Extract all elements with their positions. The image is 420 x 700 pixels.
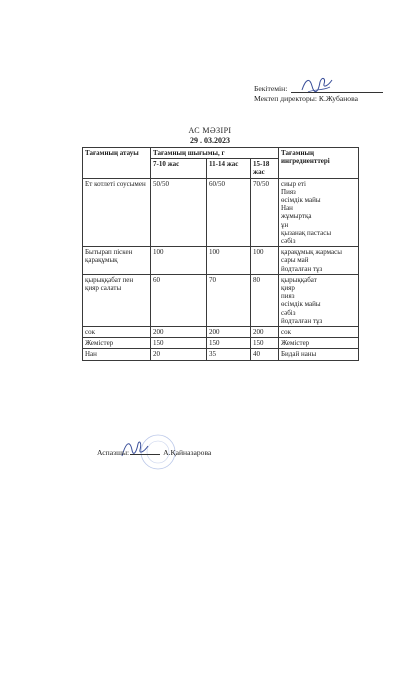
ingredient: жұмыртқа	[281, 212, 312, 221]
director-position: Мектеп директоры:	[254, 94, 317, 103]
header-age-group: 7-10 жас	[151, 159, 207, 178]
document-date: 29 . 03.2023	[190, 136, 230, 145]
cook-label: Аспазшы:	[97, 448, 130, 457]
signature-line	[291, 92, 383, 93]
ingredients-cell	[279, 349, 359, 360]
ingredient: ұн	[281, 220, 289, 229]
table-row	[83, 327, 359, 338]
ingredient: йодталған тұз	[281, 316, 323, 325]
dish-name: Жемістер	[83, 338, 151, 349]
dish-name: Нан	[83, 349, 151, 360]
ingredient: өсімдік майы	[281, 196, 321, 205]
yield-cell: 40	[251, 349, 279, 360]
yield-cell: 200	[151, 327, 207, 338]
menu-table	[82, 147, 359, 361]
yield-cell: 80	[251, 274, 279, 326]
cook-signature-block	[97, 448, 211, 457]
header-ingredients: Тағамның ингредиенттері	[279, 148, 359, 179]
ingredients-cell	[279, 247, 359, 275]
header-dish-name: Тағамның атауы	[83, 148, 151, 179]
cook-name: А.Қайназарова	[163, 448, 212, 457]
header-yield: Тағамның шығымы, г	[151, 148, 279, 159]
ingredient: өсімдік майы	[281, 300, 321, 309]
header-age-group: 11-14 жас	[207, 159, 251, 178]
document-title: АС МӘЗІРІ	[188, 126, 232, 135]
table-row	[83, 274, 359, 326]
yield-cell: 150	[207, 338, 251, 349]
ingredient: пияз	[281, 292, 295, 301]
ingredient: Пияз	[281, 187, 296, 196]
yield-cell: 70/50	[251, 178, 279, 247]
ingredient: сәбіз	[281, 237, 296, 246]
ingredients-cell	[279, 178, 359, 247]
ingredient: Бидай наны	[281, 350, 317, 359]
ingredient: йодталған тұз	[281, 264, 323, 273]
yield-cell: 70	[207, 274, 251, 326]
ingredients-cell	[279, 338, 359, 349]
yield-cell: 20	[151, 349, 207, 360]
ingredient: Нан	[281, 204, 293, 213]
dish-name: Бытырап піскен қарақұмық	[83, 247, 151, 275]
ingredient: сәбіз	[281, 308, 296, 317]
ingredient: қызанақ пастасы	[281, 228, 332, 237]
yield-cell: 200	[251, 327, 279, 338]
signature-line	[130, 454, 160, 455]
approval-block	[254, 84, 384, 104]
yield-cell: 150	[151, 338, 207, 349]
ingredients-cell	[279, 327, 359, 338]
ingredient: қарақұмық жармасы	[281, 248, 342, 257]
table-row	[83, 349, 359, 360]
dish-name: Ет котлеті соусымен	[83, 178, 151, 247]
yield-cell: 50/50	[151, 178, 207, 247]
ingredient: қырыққабат	[281, 275, 317, 284]
approved-label: Бекітемін:	[254, 84, 288, 93]
yield-cell: 60	[151, 274, 207, 326]
ingredient: қияр	[281, 284, 295, 293]
yield-cell: 200	[207, 327, 251, 338]
table-row	[83, 338, 359, 349]
yield-cell: 150	[251, 338, 279, 349]
table-row	[83, 178, 359, 247]
ingredient: Жемістер	[281, 339, 310, 348]
director-name: К.Жубанова	[318, 94, 358, 103]
ingredients-cell	[279, 274, 359, 326]
dish-name: сок	[83, 327, 151, 338]
yield-cell: 35	[207, 349, 251, 360]
yield-cell: 100	[251, 247, 279, 275]
ingredient: сок	[281, 328, 292, 337]
ingredient: сары май	[281, 256, 309, 265]
yield-cell: 100	[207, 247, 251, 275]
yield-cell: 100	[151, 247, 207, 275]
header-age-group: 15-18 жас	[251, 159, 279, 178]
ingredient: сиыр еті	[281, 179, 306, 188]
table-row	[83, 247, 359, 275]
dish-name: қырыққабат пен қияр салаты	[83, 274, 151, 326]
yield-cell: 60/50	[207, 178, 251, 247]
